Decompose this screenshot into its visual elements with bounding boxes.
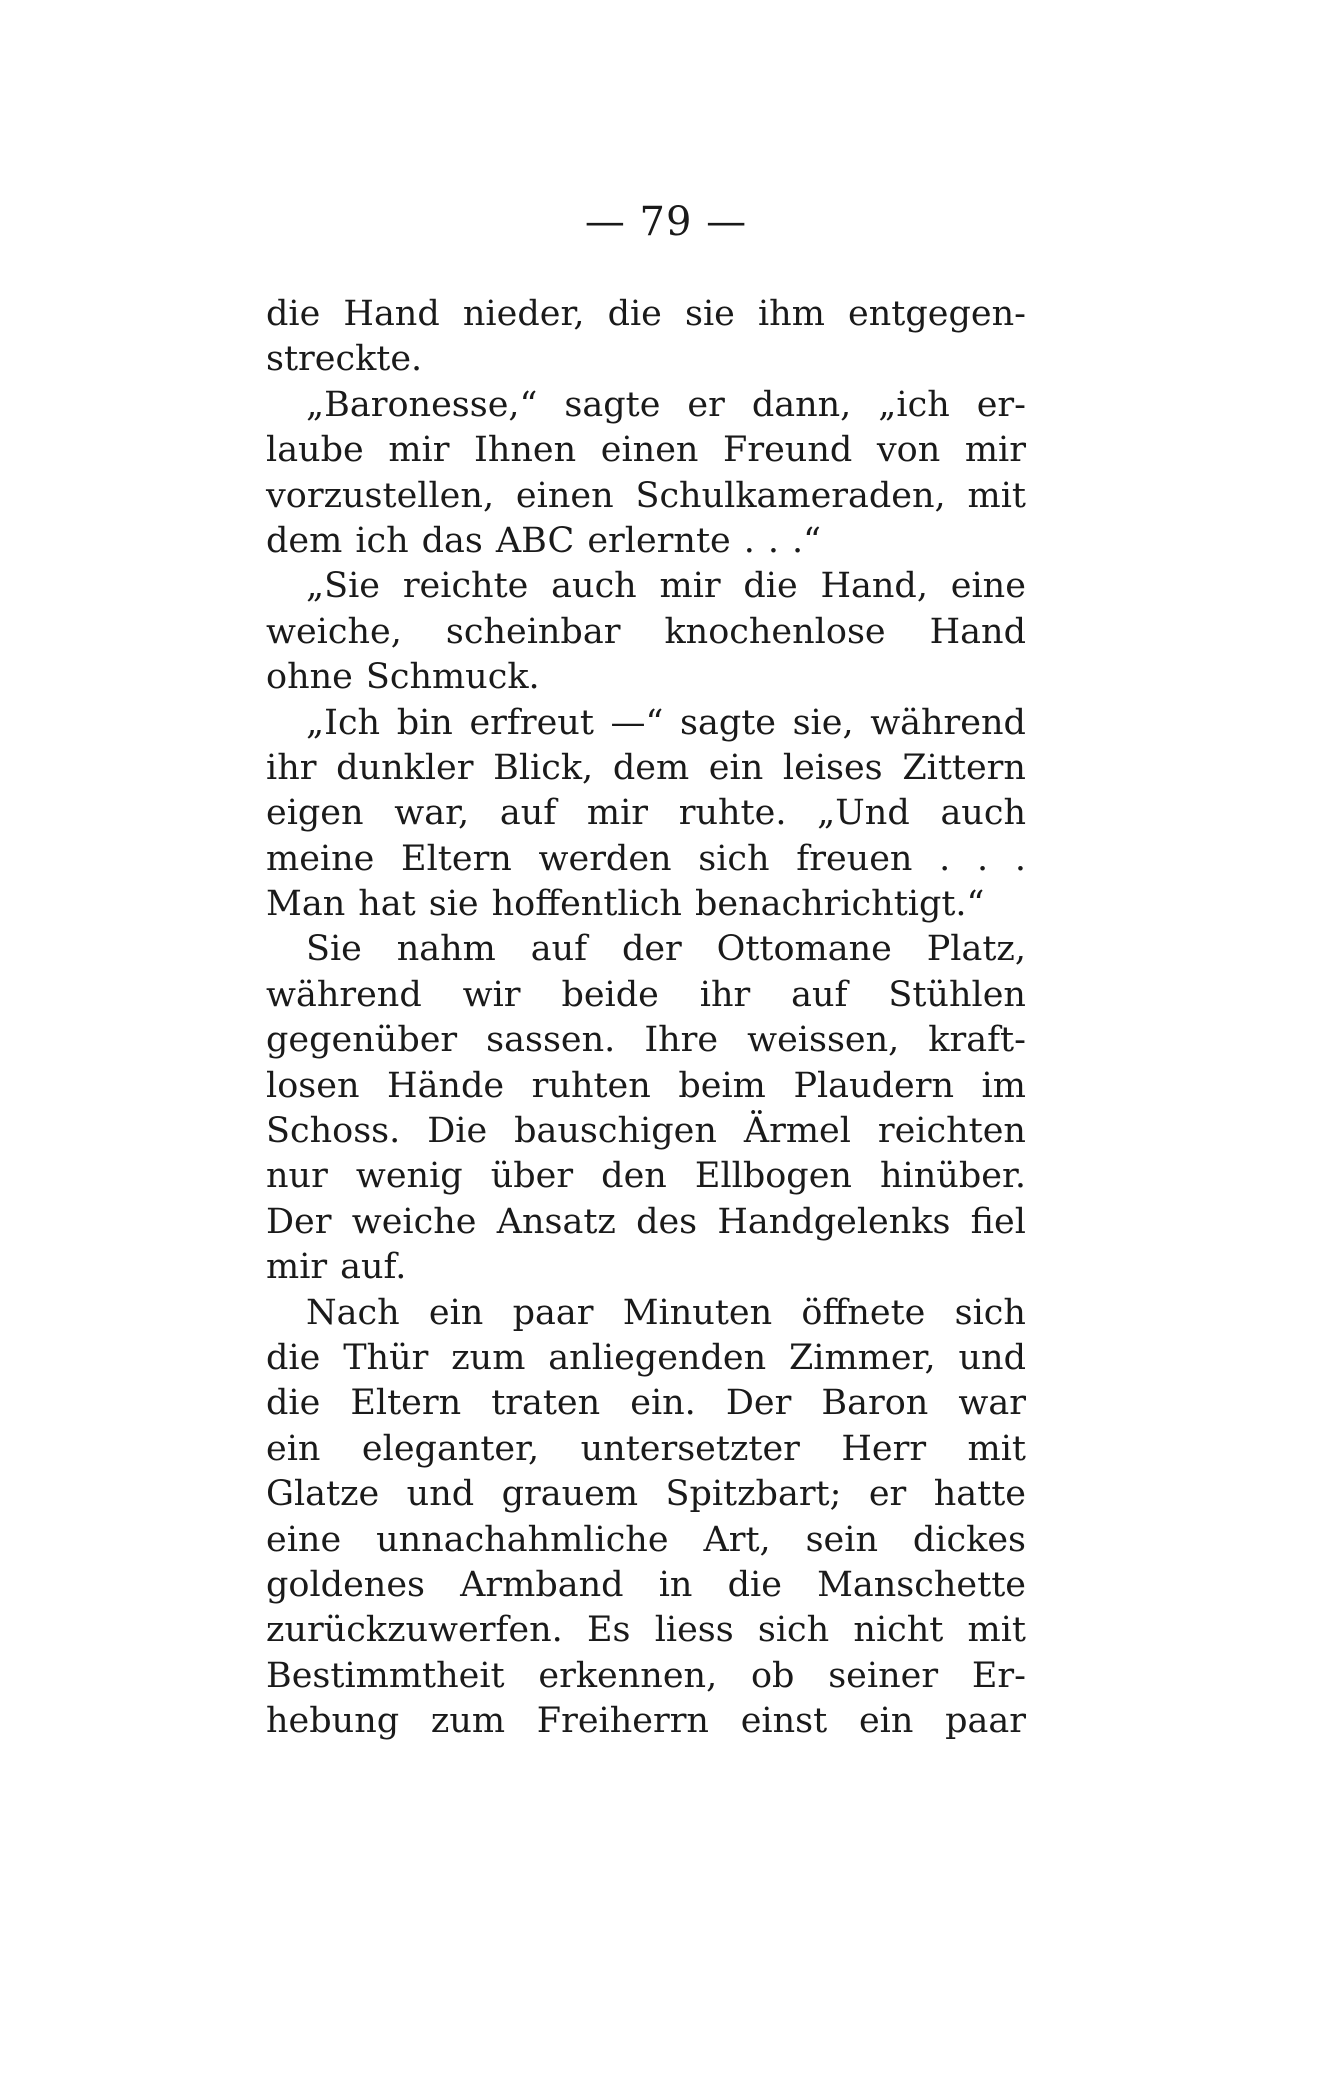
word: ein <box>858 1701 914 1742</box>
text-line <box>266 474 1026 519</box>
word: Nach <box>306 1292 400 1333</box>
word: mir <box>266 1247 328 1288</box>
word: Thür <box>343 1337 429 1378</box>
word: ohne <box>266 657 353 698</box>
word: sie <box>428 884 479 925</box>
text-line <box>266 564 1026 609</box>
word: „Sie <box>306 566 381 607</box>
word: reichte <box>402 566 529 607</box>
word: Baron <box>821 1383 929 1424</box>
word: und <box>958 1337 1026 1378</box>
word: Zittern <box>902 747 1026 788</box>
text-line <box>266 1018 1026 1063</box>
word: Hand <box>343 294 440 334</box>
word: die <box>266 1383 321 1424</box>
word: paar <box>945 1701 1026 1742</box>
word: meine <box>266 838 375 879</box>
word: nahm <box>396 929 496 970</box>
word: ruhte. <box>678 793 787 834</box>
text-line <box>266 519 1026 564</box>
word: paar <box>512 1292 594 1333</box>
word: mit <box>967 1428 1026 1469</box>
word: benachrichtigt.“ <box>694 884 985 925</box>
word: Manschette <box>817 1564 1026 1605</box>
word: einst <box>740 1701 828 1742</box>
text-line <box>266 882 1026 927</box>
word: war <box>958 1383 1026 1424</box>
word: zum <box>430 1701 506 1742</box>
word: Schulkameraden, <box>635 475 946 516</box>
word: eine <box>950 566 1026 607</box>
word: er <box>868 1474 907 1515</box>
word: . <box>939 838 951 879</box>
word: bin <box>396 702 453 743</box>
word: ihr <box>266 747 317 788</box>
word: Art, <box>703 1519 771 1560</box>
word: Sie <box>306 929 362 970</box>
text-line <box>266 292 1026 337</box>
word: Armband <box>460 1564 624 1605</box>
word: seiner <box>828 1655 939 1696</box>
word: ein. <box>630 1383 696 1424</box>
word: die <box>727 1564 782 1605</box>
word: eine <box>266 1519 342 1560</box>
word: hinüber. <box>880 1156 1026 1197</box>
word: Zimmer, <box>788 1337 936 1378</box>
word: einen <box>600 430 699 471</box>
word: Stühlen <box>888 974 1026 1015</box>
word: sich <box>954 1292 1026 1333</box>
word: zum <box>451 1337 526 1378</box>
word: erkennen, <box>538 1655 718 1696</box>
text-line <box>266 1154 1026 1199</box>
word: Handgelenks <box>717 1201 951 1242</box>
text-line <box>266 1336 1026 1381</box>
word: Eltern <box>350 1383 462 1424</box>
text-line <box>266 1291 1026 1336</box>
word: ich <box>355 520 409 561</box>
word: Freiherrn <box>536 1701 709 1742</box>
word: im <box>981 1065 1026 1106</box>
text-line <box>266 1472 1026 1517</box>
word: Ärmel <box>743 1111 851 1152</box>
word: Hand <box>929 611 1026 652</box>
word: eigen <box>266 793 364 834</box>
word: .“ <box>792 520 822 561</box>
word: losen <box>266 1065 360 1106</box>
word: zurückzuwerfen. <box>266 1610 563 1651</box>
word: „Ich <box>306 702 381 743</box>
word: einen <box>515 475 614 516</box>
text-line <box>266 1427 1026 1472</box>
word: die <box>743 566 798 607</box>
word: beide <box>561 974 659 1015</box>
word: ABC <box>495 520 575 561</box>
word: traten <box>491 1383 601 1424</box>
word: sie <box>684 294 735 334</box>
word: leises <box>782 747 883 788</box>
word: . <box>977 838 989 879</box>
word: ruhten <box>531 1065 651 1106</box>
word: war, <box>394 793 470 834</box>
word: „ich <box>878 384 950 425</box>
word: eleganter, <box>361 1428 540 1469</box>
word: und <box>406 1474 475 1515</box>
word: die <box>266 294 321 334</box>
word: Ottomane <box>716 929 892 970</box>
word: vorzustellen, <box>266 475 495 516</box>
word: auch <box>940 793 1026 834</box>
word: mit <box>967 475 1026 516</box>
word: Plaudern <box>793 1065 954 1106</box>
word: dann, <box>751 384 852 425</box>
word: werden <box>538 838 672 879</box>
text-line <box>266 337 1026 382</box>
word: —“ <box>610 702 664 743</box>
text-line <box>266 383 1026 428</box>
word: ihm <box>757 294 825 334</box>
text-line <box>266 1563 1026 1608</box>
word: Er- <box>971 1655 1026 1696</box>
word: . <box>1014 838 1026 879</box>
word: gegenüber <box>266 1020 458 1061</box>
word: mit <box>967 1610 1026 1651</box>
word: mir <box>659 566 721 607</box>
word: scheinbar <box>445 611 621 652</box>
word: grauem <box>501 1474 639 1515</box>
word: dem <box>612 747 690 788</box>
word: des <box>636 1201 698 1242</box>
word: in <box>658 1564 693 1605</box>
text-line <box>266 610 1026 655</box>
text-line <box>266 1109 1026 1154</box>
word: die <box>607 294 662 334</box>
word: auch <box>551 566 637 607</box>
text-line <box>266 746 1026 791</box>
word: liess <box>654 1610 734 1651</box>
word: „Baronesse,“ <box>306 384 538 425</box>
word: den <box>601 1156 667 1197</box>
word: Hand, <box>820 566 928 607</box>
word: auf. <box>340 1247 407 1288</box>
word: laube <box>266 430 364 471</box>
text-line <box>266 1518 1026 1563</box>
text-line <box>266 1381 1026 1426</box>
word: wir <box>462 974 521 1015</box>
word: sein <box>805 1519 878 1560</box>
word: hebung <box>266 1701 400 1742</box>
text-line <box>266 1064 1026 1109</box>
word: Spitzbart; <box>665 1474 842 1515</box>
word: dickes <box>912 1519 1026 1560</box>
word: dem <box>266 520 343 561</box>
word: Glatze <box>266 1474 380 1515</box>
word: Ihre <box>644 1020 719 1061</box>
word: bauschigen <box>514 1111 717 1152</box>
text-line <box>266 1608 1026 1653</box>
word: auf <box>791 974 848 1015</box>
word: öffnete <box>801 1292 926 1333</box>
word: von <box>876 430 941 471</box>
word: freuen <box>796 838 913 879</box>
word: untersetzter <box>580 1428 800 1469</box>
word: Schmuck. <box>365 657 540 698</box>
word: Ihnen <box>474 430 577 471</box>
word: ihr <box>699 974 751 1015</box>
word: reichten <box>877 1111 1026 1152</box>
word: Ellbogen <box>694 1156 852 1197</box>
word: Der <box>266 1201 332 1242</box>
word: nieder, <box>462 294 585 334</box>
word: sagte <box>679 702 776 743</box>
word: goldenes <box>266 1564 426 1605</box>
word: die <box>266 1337 321 1378</box>
word: mir <box>586 793 649 834</box>
word: erfreut <box>469 702 594 743</box>
word: der <box>621 929 682 970</box>
word: Hände <box>387 1065 505 1106</box>
word: während <box>870 702 1026 743</box>
text-line <box>266 1200 1026 1245</box>
word: Ansatz <box>496 1201 616 1242</box>
text-line <box>266 655 1026 700</box>
word: über <box>490 1156 574 1197</box>
word: wenig <box>355 1156 463 1197</box>
word: streckte. <box>266 339 423 380</box>
word: Herr <box>841 1428 927 1469</box>
word: entgegen- <box>848 294 1026 334</box>
word: sagte <box>564 384 661 425</box>
word: Die <box>427 1111 488 1152</box>
text-line <box>266 791 1026 836</box>
word: er <box>687 384 725 425</box>
page-number: — 79 — <box>584 199 748 245</box>
word: Freund <box>723 430 853 471</box>
word: beim <box>678 1065 766 1106</box>
word: . <box>743 520 755 561</box>
word: ein <box>428 1292 484 1333</box>
word: . <box>767 520 780 561</box>
text-line <box>266 973 1026 1018</box>
word: erlernte <box>587 520 731 561</box>
word: weiche <box>351 1201 477 1242</box>
word: weissen, <box>747 1020 900 1061</box>
word: ob <box>750 1655 795 1696</box>
body-text <box>266 292 1026 1745</box>
word: Es <box>586 1610 631 1651</box>
word: anliegenden <box>548 1337 767 1378</box>
word: auf <box>530 929 588 970</box>
word: Blick, <box>493 747 594 788</box>
word: das <box>421 520 483 561</box>
word: sich <box>757 1610 830 1651</box>
word: Minuten <box>622 1292 773 1333</box>
word: sassen. <box>486 1020 616 1061</box>
word: hatte <box>933 1474 1026 1515</box>
text-line <box>266 428 1026 473</box>
word: sich <box>698 838 770 879</box>
word: weiche, <box>266 611 402 652</box>
word: fiel <box>970 1201 1026 1242</box>
word: dunkler <box>336 747 474 788</box>
word: ein <box>266 1428 321 1469</box>
text-line <box>266 1654 1026 1699</box>
word: mir <box>964 430 1026 471</box>
word: mir <box>388 430 450 471</box>
text-line <box>266 1245 1026 1290</box>
word: hoffentlich <box>491 884 682 925</box>
text-line <box>266 1699 1026 1744</box>
word: unnachahmliche <box>376 1519 669 1560</box>
word: ein <box>708 747 764 788</box>
word: Der <box>725 1383 792 1424</box>
word: Bestimmtheit <box>266 1655 505 1696</box>
word: Man <box>266 884 346 925</box>
word: nicht <box>853 1610 944 1651</box>
word: Eltern <box>401 838 512 879</box>
text-line <box>266 701 1026 746</box>
word: er- <box>976 384 1026 425</box>
word: sie, <box>792 702 854 743</box>
word: hat <box>358 884 416 925</box>
text-line <box>266 837 1026 882</box>
word: auf <box>499 793 557 834</box>
text-line <box>266 927 1026 972</box>
word: Schoss. <box>266 1111 401 1152</box>
word: während <box>266 974 422 1015</box>
word: nur <box>266 1156 328 1197</box>
word: knochenlose <box>664 611 886 652</box>
word: „Und <box>817 793 910 834</box>
word: kraft- <box>928 1020 1026 1061</box>
word: Platz, <box>926 929 1026 970</box>
